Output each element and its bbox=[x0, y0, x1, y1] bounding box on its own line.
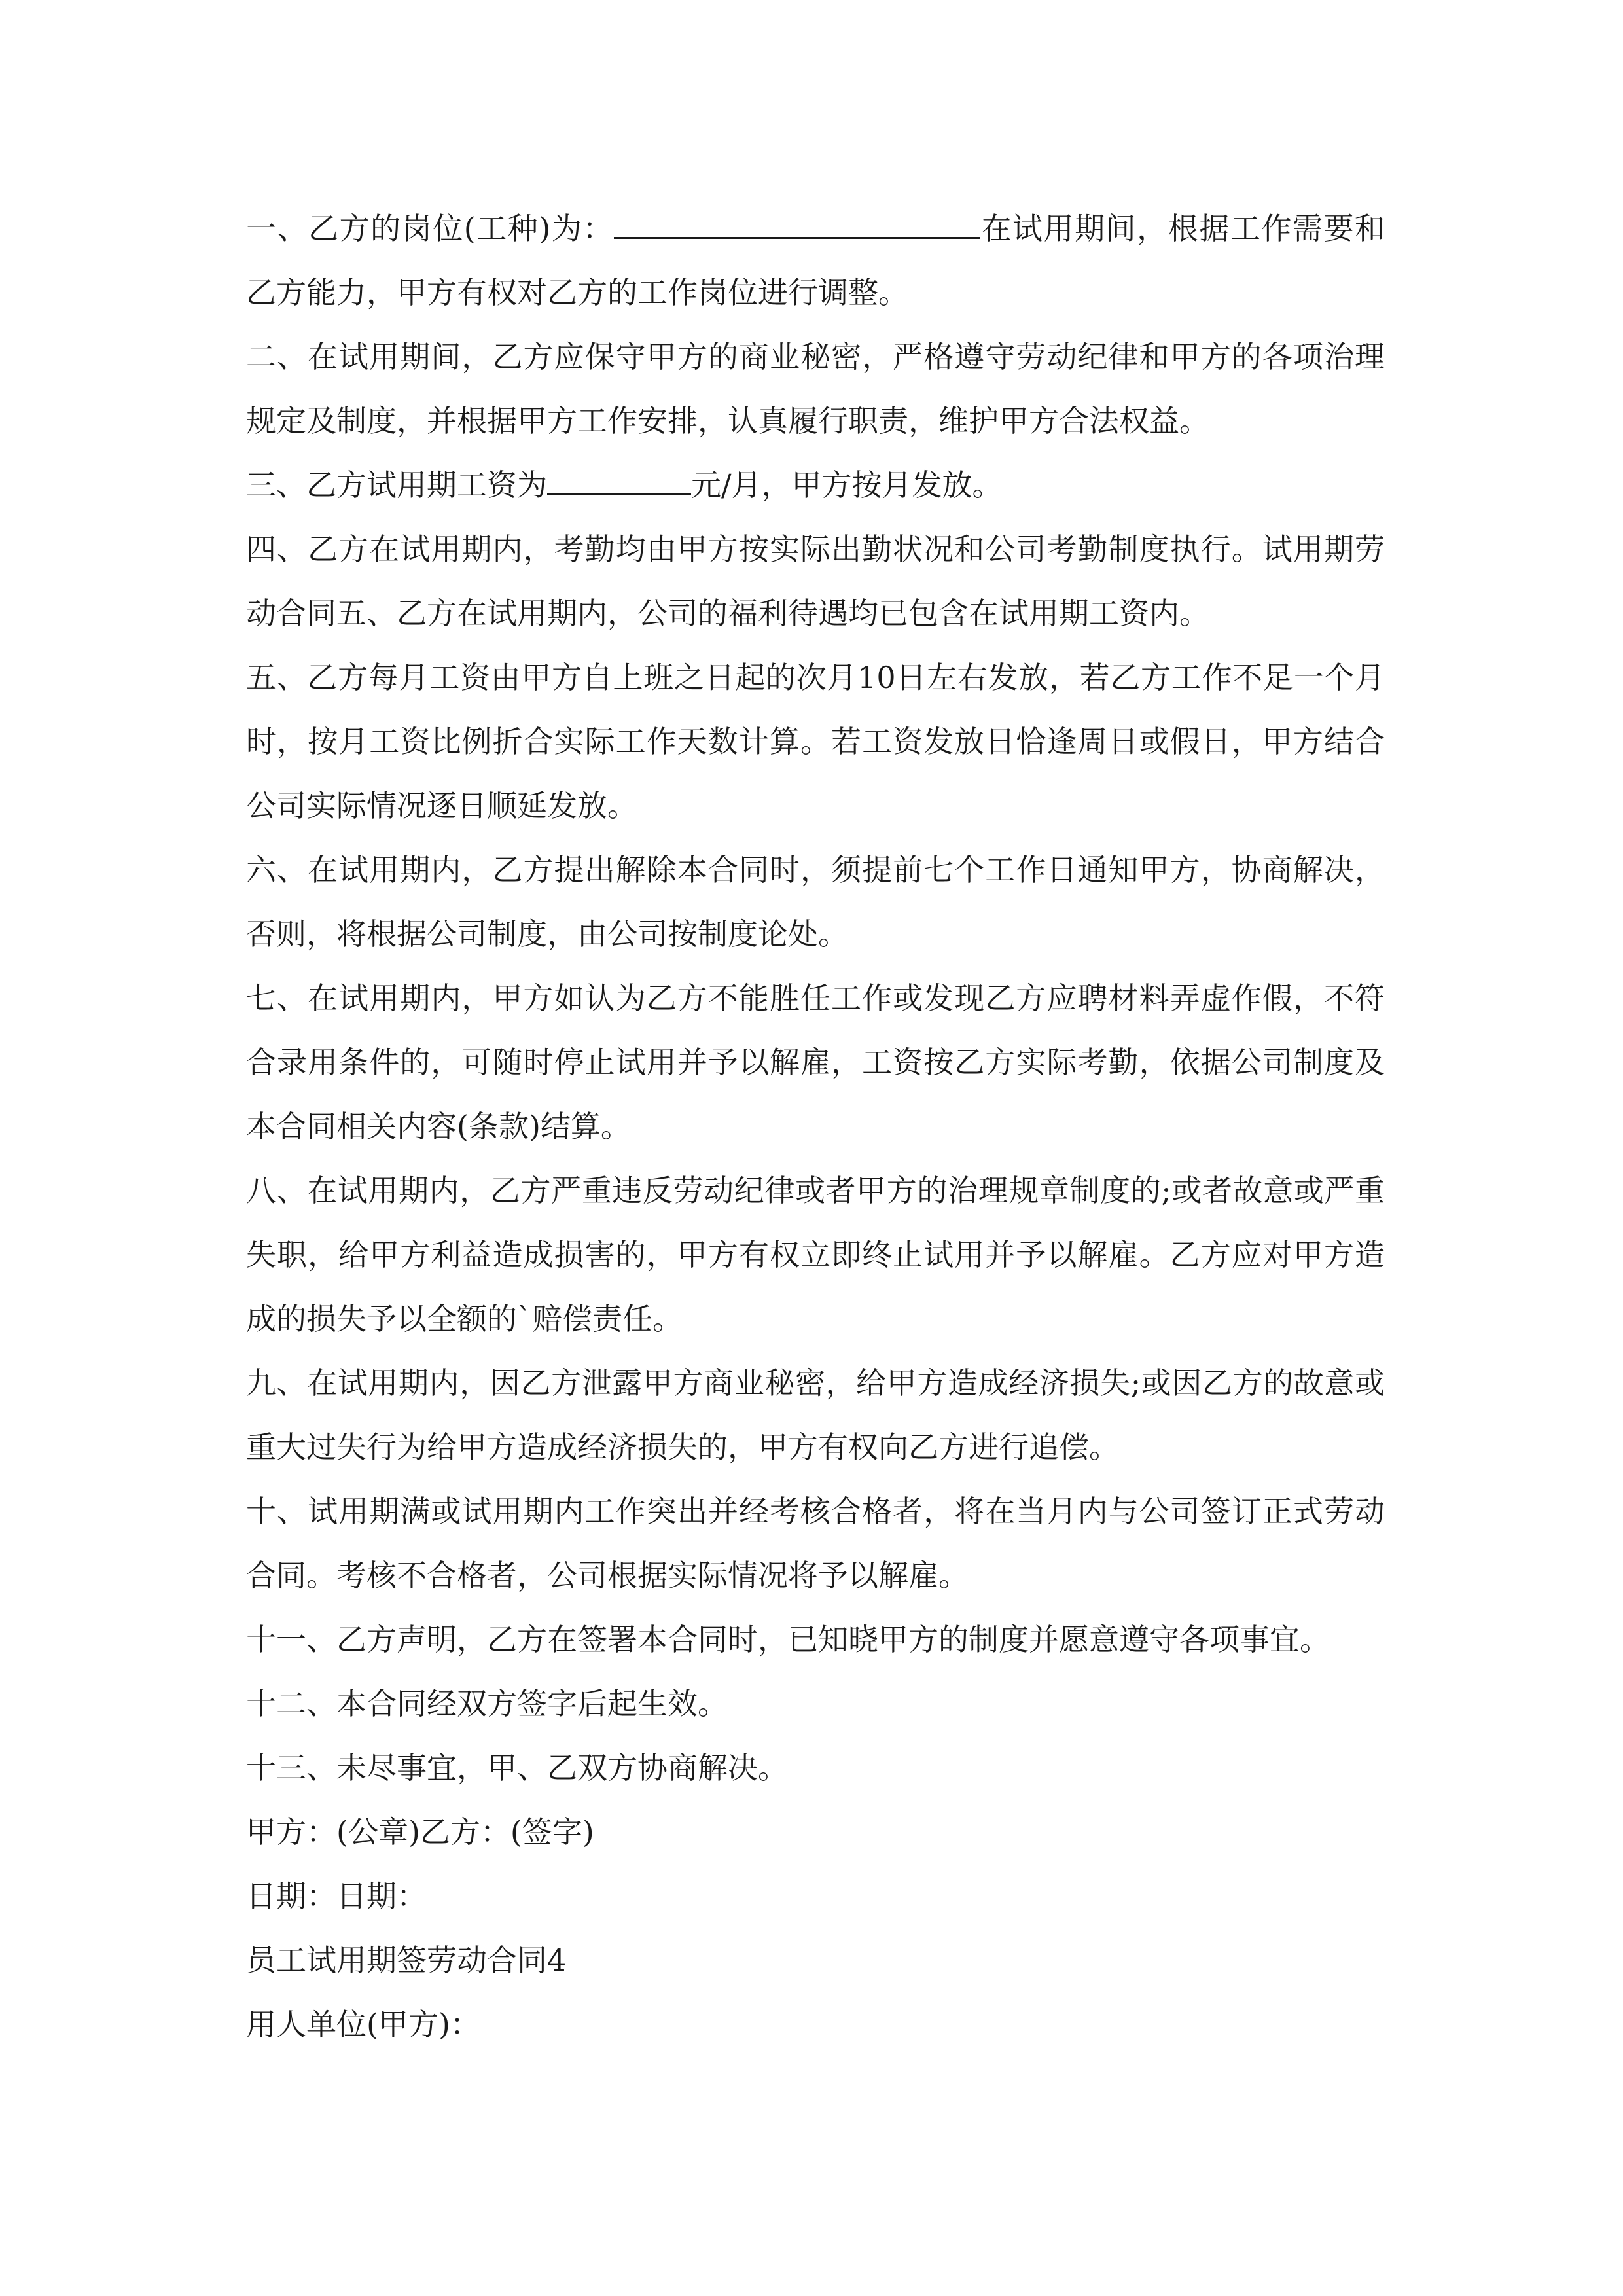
clause-2: 二、在试用期间，乙方应保守甲方的商业秘密，严格遵守劳动纪律和甲方的各项治理规定及制度，并根据甲方工作安排，认真履行职责，维护甲方合法权益。 bbox=[246, 339, 1385, 439]
clause-1 bbox=[246, 196, 1385, 325]
clause-9: 九、在试用期内，因乙方泄露甲方商业秘密，给甲方造成经济损失;或因乙方的故意或重大过失行为给甲方造成经济损失的，甲方有权向乙方进行追偿。 bbox=[246, 1365, 1385, 1465]
position-blank bbox=[614, 204, 980, 239]
clause-5: 五、乙方每月工资由甲方自上班之日起的次月10日左右发放，若乙方工作不足一个月时，按月工资比例折合实际工作天数计算。若工资发放日恰逢周日或假日，甲方结合公司实际情况逐日顺延发放。 bbox=[246, 660, 1385, 823]
clause-8: 八、在试用期内，乙方严重违反劳动纪律或者甲方的治理规章制度的;或者故意或严重失职，给甲方利益造成损害的，甲方有权立即终止试用并予以解雇。乙方应对甲方造成的损失予以全额的`赔偿责任。 bbox=[246, 1173, 1385, 1336]
next-contract-title: 员工试用期签劳动合同4 bbox=[246, 1943, 567, 1978]
clause-10: 十、试用期满或试用期内工作突出并经考核合格者，将在当月内与公司签订正式劳动合同。考核不合格者，公司根据实际情况将予以解雇。 bbox=[246, 1494, 1385, 1593]
clause-3-text-after: 元/月，甲方按月发放。 bbox=[691, 467, 1003, 503]
clause-4: 四、乙方在试用期内，考勤均由甲方按实际出勤状况和公司考勤制度执行。试用期劳动合同五、乙方在试用期内，公司的福利待遇均已包含在试用期工资内。 bbox=[246, 531, 1385, 631]
clause-1-text-after: 在试用期间，根据工作需要和乙方能力，甲方有权对乙方的工作岗位进行调整。 bbox=[246, 211, 1385, 310]
clause-13: 十三、未尽事宜，甲、乙双方协商解决。 bbox=[246, 1750, 788, 1785]
salary-blank bbox=[547, 461, 691, 495]
clause-3-text-before: 三、乙方试用期工资为 bbox=[246, 467, 547, 503]
clause-1-text-before: 一、乙方的岗位(工种)为： bbox=[246, 211, 614, 246]
date-line: 日期：日期： bbox=[246, 1878, 427, 1914]
signature-line: 甲方：(公章)乙方：(签字) bbox=[246, 1814, 594, 1850]
document-body bbox=[246, 196, 1385, 2056]
clause-11: 十一、乙方声明，乙方在签署本合同时，已知晓甲方的制度并愿意遵守各项事宜。 bbox=[246, 1622, 1330, 1657]
employer-line: 用人单位(甲方)： bbox=[246, 2007, 480, 2042]
clause-6: 六、在试用期内，乙方提出解除本合同时，须提前七个工作日通知甲方，协商解决，否则，将根据公司制度，由公司按制度论处。 bbox=[246, 852, 1385, 952]
clause-7: 七、在试用期内，甲方如认为乙方不能胜任工作或发现乙方应聘材料弄虚作假，不符合录用条件的，可随时停止试用并予以解雇，工资按乙方实际考勤，依据公司制度及本合同相关内容(条款)结算。 bbox=[246, 980, 1385, 1144]
clause-3 bbox=[246, 453, 1385, 517]
clause-12: 十二、本合同经双方签字后起生效。 bbox=[246, 1686, 728, 1721]
